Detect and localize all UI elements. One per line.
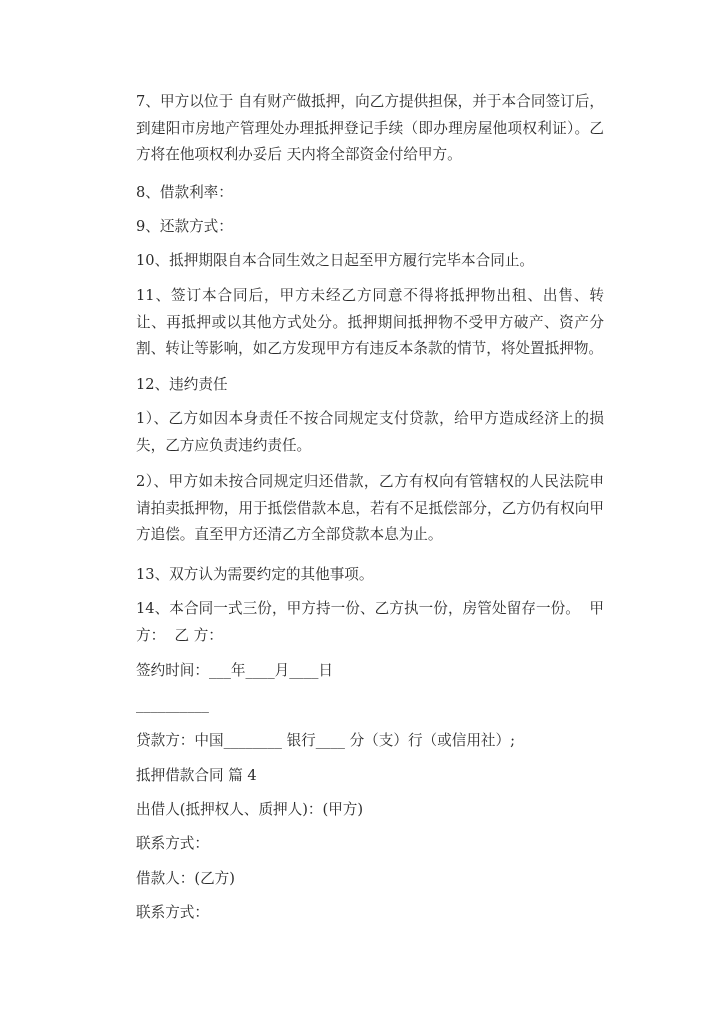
clause-12: 12、违约责任 [136,376,228,393]
clause-13: 13、双方认为需要约定的其他事项。 [136,566,374,583]
lender-bank: 贷款方：中国________ 银行____ 分（支）行（或信用社）; [136,732,516,749]
clause-12-2: 2）、甲方如未按合同规定归还借款，乙方有权向有管辖权的人民法院申请拍卖抵押物，用于抵偿借款本息，若有不足抵偿部分，乙方仍有权向甲方追偿。直至甲方还清乙方全部贷款本息为止。 [136,473,604,543]
section-title: 抵押借款合同 篇 4 [136,767,257,784]
clause-14: 14、本合同一式三份，甲方持一份、乙方执一份，房管处留存一份。 甲方： 乙 方： [136,600,604,644]
clause-9: 9、还款方式： [136,218,233,235]
lender: 出借人(抵押权人、质押人)：(甲方) [136,801,364,818]
underline-line: __________ [136,696,209,713]
borrower-contact: 联系方式： [136,904,209,921]
clause-11: 11、签订本合同后，甲方未经乙方同意不得将抵押物出租、出售、转让、再抵押或以其他方式处分。抵押期间抵押物不受甲方破产、资产分割、转让等影响，如乙方发现甲方有违反本条款的情节，将处置抵押物。 [136,287,604,357]
clause-8: 8、借款利率： [136,184,233,201]
clause-10: 10、抵押期限自本合同生效之日起至甲方履行完毕本合同止。 [136,252,535,269]
sign-time: 签约时间：___年____月____日 [136,662,334,679]
borrower: 借款人：(乙方) [136,870,235,887]
lender-contact: 联系方式： [136,835,209,852]
clause-12-1: 1）、乙方如因本身责任不按合同规定支付贷款，给甲方造成经济上的损失，乙方应负责违约责任。 [136,410,604,454]
clause-7: 7、甲方以位于 自有财产做抵押，向乙方提供担保，并于本合同签订后，到建阳市房地产管理处办理抵押登记手续（即办理房屋他项权利证）。乙方将在他项权利办妥后 天内将全部资金付给甲方。 [136,93,604,163]
